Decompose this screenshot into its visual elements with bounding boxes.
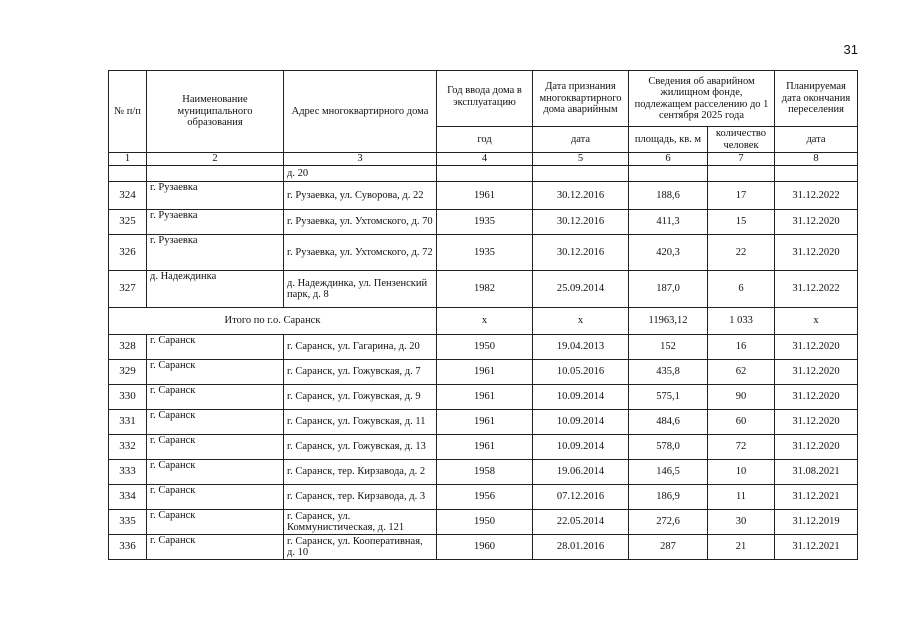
row-plan: 31.12.2022 (775, 182, 858, 210)
row-number: 324 (109, 182, 147, 210)
row-area: 575,1 (629, 385, 708, 410)
row-people: 72 (708, 435, 775, 460)
row-people: 6 (708, 271, 775, 308)
row-date: 10.05.2016 (533, 360, 629, 385)
row-address: г. Саранск, ул. Гожувская, д. 11 (284, 410, 437, 435)
col-number: 7 (708, 153, 775, 166)
table-row (109, 510, 858, 535)
row-plan: 31.12.2020 (775, 360, 858, 385)
row-people: 22 (708, 235, 775, 271)
table-row (109, 271, 858, 308)
row-address: г. Саранск, ул. Гагарина, д. 20 (284, 335, 437, 360)
row-date: 30.12.2016 (533, 235, 629, 271)
row-people: 30 (708, 510, 775, 535)
header-num: № п/п (109, 71, 147, 153)
row-area: 435,8 (629, 360, 708, 385)
row-plan: 31.12.2021 (775, 535, 858, 560)
row-number: 327 (109, 271, 147, 308)
row-area: 187,0 (629, 271, 708, 308)
row-number: 332 (109, 435, 147, 460)
subheader-date2: дата (775, 127, 858, 153)
subtotal-date: х (533, 308, 629, 335)
table-row (109, 335, 858, 360)
header-planned-date: Планируемая дата окончания переселения (775, 71, 858, 127)
subheader-date: дата (533, 127, 629, 153)
continuation-address: д. 20 (284, 166, 437, 182)
row-municipality: г. Саранск (147, 410, 284, 435)
row-number: 335 (109, 510, 147, 535)
row-address: г. Саранск, ул. Гожувская, д. 7 (284, 360, 437, 385)
row-year: 1961 (437, 410, 533, 435)
row-area: 287 (629, 535, 708, 560)
row-people: 60 (708, 410, 775, 435)
header-year-built: Год ввода дома в эксплуатацию (437, 71, 533, 127)
table-row (109, 485, 858, 510)
row-year: 1961 (437, 182, 533, 210)
row-municipality: г. Рузаевка (147, 210, 284, 235)
row-area: 578,0 (629, 435, 708, 460)
col-number: 2 (147, 153, 284, 166)
row-plan: 31.12.2021 (775, 485, 858, 510)
row-people: 11 (708, 485, 775, 510)
header-address: Адрес многоквартирного дома (284, 71, 437, 153)
row-municipality: г. Саранск (147, 460, 284, 485)
col-number: 4 (437, 153, 533, 166)
row-address: г. Саранск, ул. Гожувская, д. 13 (284, 435, 437, 460)
row-year: 1935 (437, 235, 533, 271)
row-municipality: г. Саранск (147, 360, 284, 385)
row-number: 334 (109, 485, 147, 510)
row-plan: 31.12.2020 (775, 235, 858, 271)
column-number-row (109, 153, 858, 166)
row-date: 22.05.2014 (533, 510, 629, 535)
row-area: 484,6 (629, 410, 708, 435)
subheader-year: год (437, 127, 533, 153)
row-number: 330 (109, 385, 147, 410)
row-address: д. Надеждинка, ул. Пензенский парк, д. 8 (284, 271, 437, 308)
row-number: 331 (109, 410, 147, 435)
header-emergency-date: Дата признания многоквартирного дома аварийным (533, 71, 629, 127)
page-number: 31 (843, 42, 858, 57)
subtotal-area: 11963,12 (629, 308, 708, 335)
row-number: 328 (109, 335, 147, 360)
row-year: 1961 (437, 435, 533, 460)
row-date: 28.01.2016 (533, 535, 629, 560)
row-address: г. Рузаевка, ул. Ухтомского, д. 72 (284, 235, 437, 271)
table-row (109, 435, 858, 460)
row-year: 1961 (437, 360, 533, 385)
col-number: 5 (533, 153, 629, 166)
housing-table (108, 70, 858, 560)
row-year: 1961 (437, 385, 533, 410)
col-number: 1 (109, 153, 147, 166)
row-date: 30.12.2016 (533, 182, 629, 210)
row-people: 90 (708, 385, 775, 410)
row-address: г. Саранск, тер. Кирзавода, д. 2 (284, 460, 437, 485)
row-number: 333 (109, 460, 147, 485)
row-plan: 31.12.2020 (775, 410, 858, 435)
row-number: 329 (109, 360, 147, 385)
table-row (109, 410, 858, 435)
row-plan: 31.12.2019 (775, 510, 858, 535)
subtotal-label: Итого по г.о. Саранск (109, 308, 437, 335)
table-row (109, 182, 858, 210)
row-date: 10.09.2014 (533, 385, 629, 410)
row-people: 16 (708, 335, 775, 360)
row-municipality: г. Рузаевка (147, 182, 284, 210)
row-year: 1960 (437, 535, 533, 560)
subtotal-people: 1 033 (708, 308, 775, 335)
table-row (109, 385, 858, 410)
header-info: Сведения об аварийном жилищном фонде, подлежащем расселению до 1 сентября 2025 года (629, 71, 775, 127)
row-municipality: г. Саранск (147, 510, 284, 535)
subheader-area: площадь, кв. м (629, 127, 708, 153)
col-number: 8 (775, 153, 858, 166)
row-municipality: г. Саранск (147, 485, 284, 510)
header-municipality: Наименование муниципального образования (147, 71, 284, 153)
row-area: 152 (629, 335, 708, 360)
row-people: 62 (708, 360, 775, 385)
row-municipality: г. Саранск (147, 535, 284, 560)
subtotal-plan: х (775, 308, 858, 335)
row-year: 1956 (437, 485, 533, 510)
continuation-row (109, 166, 858, 182)
row-date: 10.09.2014 (533, 410, 629, 435)
row-plan: 31.12.2020 (775, 335, 858, 360)
row-year: 1950 (437, 510, 533, 535)
subheader-people: количество человек (708, 127, 775, 153)
row-area: 186,9 (629, 485, 708, 510)
row-municipality: г. Саранск (147, 335, 284, 360)
row-date: 10.09.2014 (533, 435, 629, 460)
row-plan: 31.12.2022 (775, 271, 858, 308)
row-date: 25.09.2014 (533, 271, 629, 308)
row-people: 15 (708, 210, 775, 235)
row-municipality: д. Надеждинка (147, 271, 284, 308)
table-row (109, 460, 858, 485)
row-plan: 31.12.2020 (775, 210, 858, 235)
row-date: 19.06.2014 (533, 460, 629, 485)
row-area: 146,5 (629, 460, 708, 485)
row-address: г. Саранск, ул. Гожувская, д. 9 (284, 385, 437, 410)
row-plan: 31.08.2021 (775, 460, 858, 485)
row-area: 272,6 (629, 510, 708, 535)
row-people: 17 (708, 182, 775, 210)
row-area: 188,6 (629, 182, 708, 210)
row-year: 1958 (437, 460, 533, 485)
table-row (109, 360, 858, 385)
row-area: 420,3 (629, 235, 708, 271)
row-year: 1982 (437, 271, 533, 308)
row-address: г. Рузаевка, ул. Ухтомского, д. 70 (284, 210, 437, 235)
table-header (109, 71, 858, 166)
row-year: 1950 (437, 335, 533, 360)
table-row (109, 235, 858, 271)
col-number: 3 (284, 153, 437, 166)
row-year: 1935 (437, 210, 533, 235)
row-address: г. Саранск, тер. Кирзавода, д. 3 (284, 485, 437, 510)
subtotal-row (109, 308, 858, 335)
row-number: 325 (109, 210, 147, 235)
subtotal-year: х (437, 308, 533, 335)
row-people: 21 (708, 535, 775, 560)
row-plan: 31.12.2020 (775, 435, 858, 460)
row-municipality: г. Рузаевка (147, 235, 284, 271)
row-municipality: г. Саранск (147, 435, 284, 460)
row-date: 30.12.2016 (533, 210, 629, 235)
col-number: 6 (629, 153, 708, 166)
row-area: 411,3 (629, 210, 708, 235)
table-row (109, 210, 858, 235)
row-date: 19.04.2013 (533, 335, 629, 360)
row-address: г. Саранск, ул. Кооперативная, д. 10 (284, 535, 437, 560)
row-number: 326 (109, 235, 147, 271)
row-municipality: г. Саранск (147, 385, 284, 410)
row-address: г. Рузаевка, ул. Суворова, д. 22 (284, 182, 437, 210)
table-row (109, 535, 858, 560)
row-people: 10 (708, 460, 775, 485)
row-date: 07.12.2016 (533, 485, 629, 510)
row-number: 336 (109, 535, 147, 560)
row-plan: 31.12.2020 (775, 385, 858, 410)
row-address: г. Саранск, ул. Коммунистическая, д. 121 (284, 510, 437, 535)
